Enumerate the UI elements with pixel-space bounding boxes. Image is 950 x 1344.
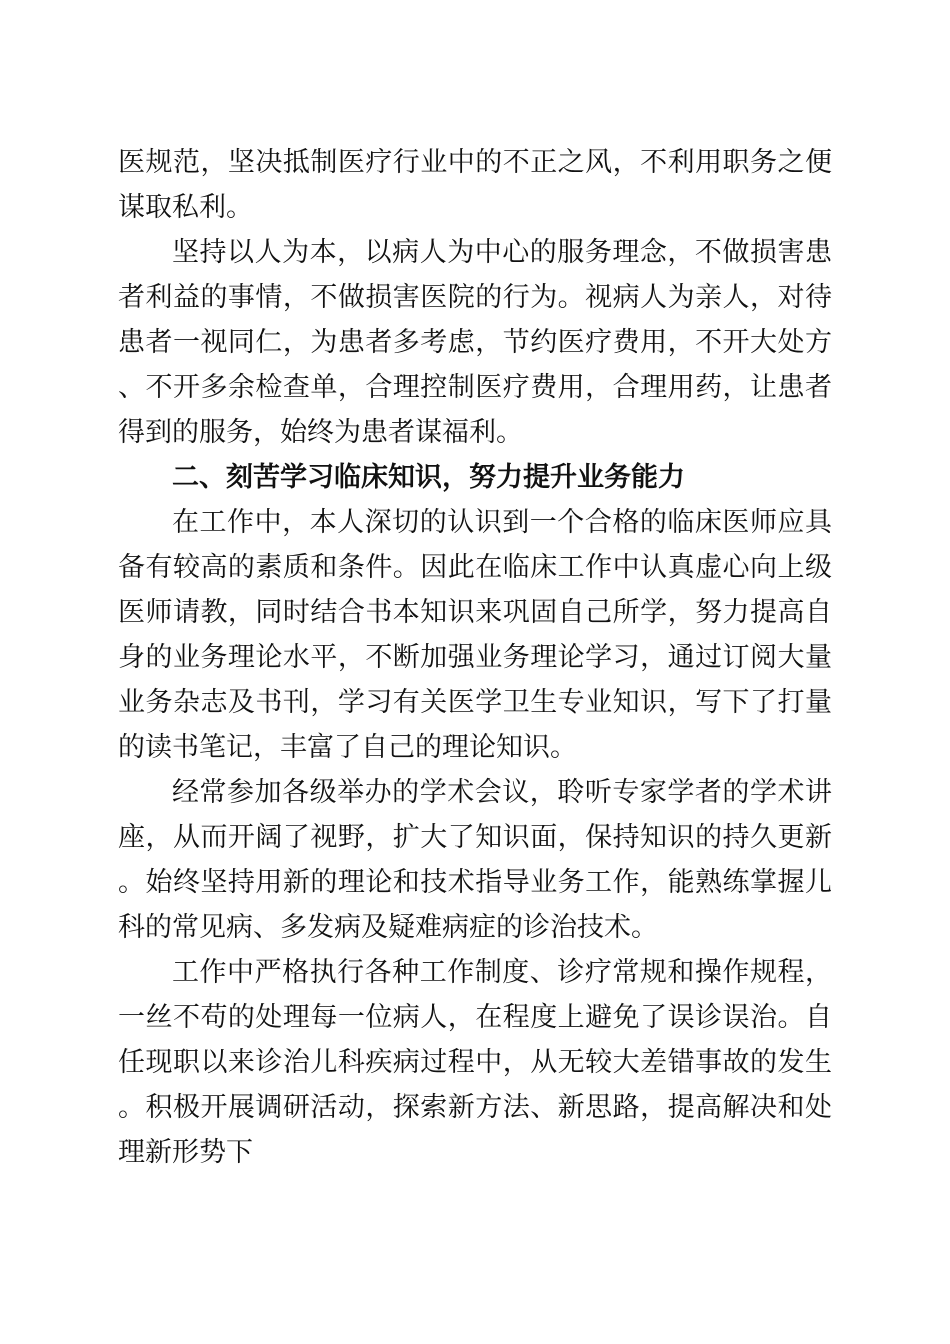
paragraph-clinical-study: 在工作中，本人深切的认识到一个合格的临床医师应具备有较高的素质和条件。因此在临床工作中认真虚心向上级医师请教，同时结合书本知识来巩固自己所学，努力提高自身的业务理论水平，不断加强业务理论学习，通过订阅大量业务杂志及书刊，学习有关医学卫生专业知识，写下了打量的读书笔记，丰富了自己的理论知识。 [118,507,832,763]
paragraph-patient-centered: 坚持以人为本，以病人为中心的服务理念，不做损害患者利益的事情，不做损害医院的行为。视病人为亲人，对待患者一视同仁，为患者多考虑，节约医疗费用，不开大处方、不开多余检查单，合理控制医疗费用，合理用药，让患者得到的服务，始终为患者谋福利。 [118,237,832,448]
paragraph-academic-meetings: 经常参加各级举办的学术会议，聆听专家学者的学术讲座，从而开阔了视野，扩大了知识面，保持知识的持久更新。始终坚持用新的理论和技术指导业务工作，能熟练掌握儿科的常见病、多发病及疑难病症的诊治技术。 [118,777,832,943]
paragraph-continuation: 医规范，坚决抵制医疗行业中的不正之风，不利用职务之便谋取私利。 [118,147,832,223]
document-body [118,140,832,1175]
paragraph-work-standards: 工作中严格执行各种工作制度、诊疗常规和操作规程，一丝不苟的处理每一位病人，在程度上避免了误诊误治。自任现职以来诊治儿科疾病过程中，从无较大差错事故的发生。积极开展调研活动，探索新方法、新思路，提高解决和处理新形势下 [118,957,832,1168]
section-heading-2: 二、刻苦学习临床知识，努力提升业务能力 [172,462,685,493]
